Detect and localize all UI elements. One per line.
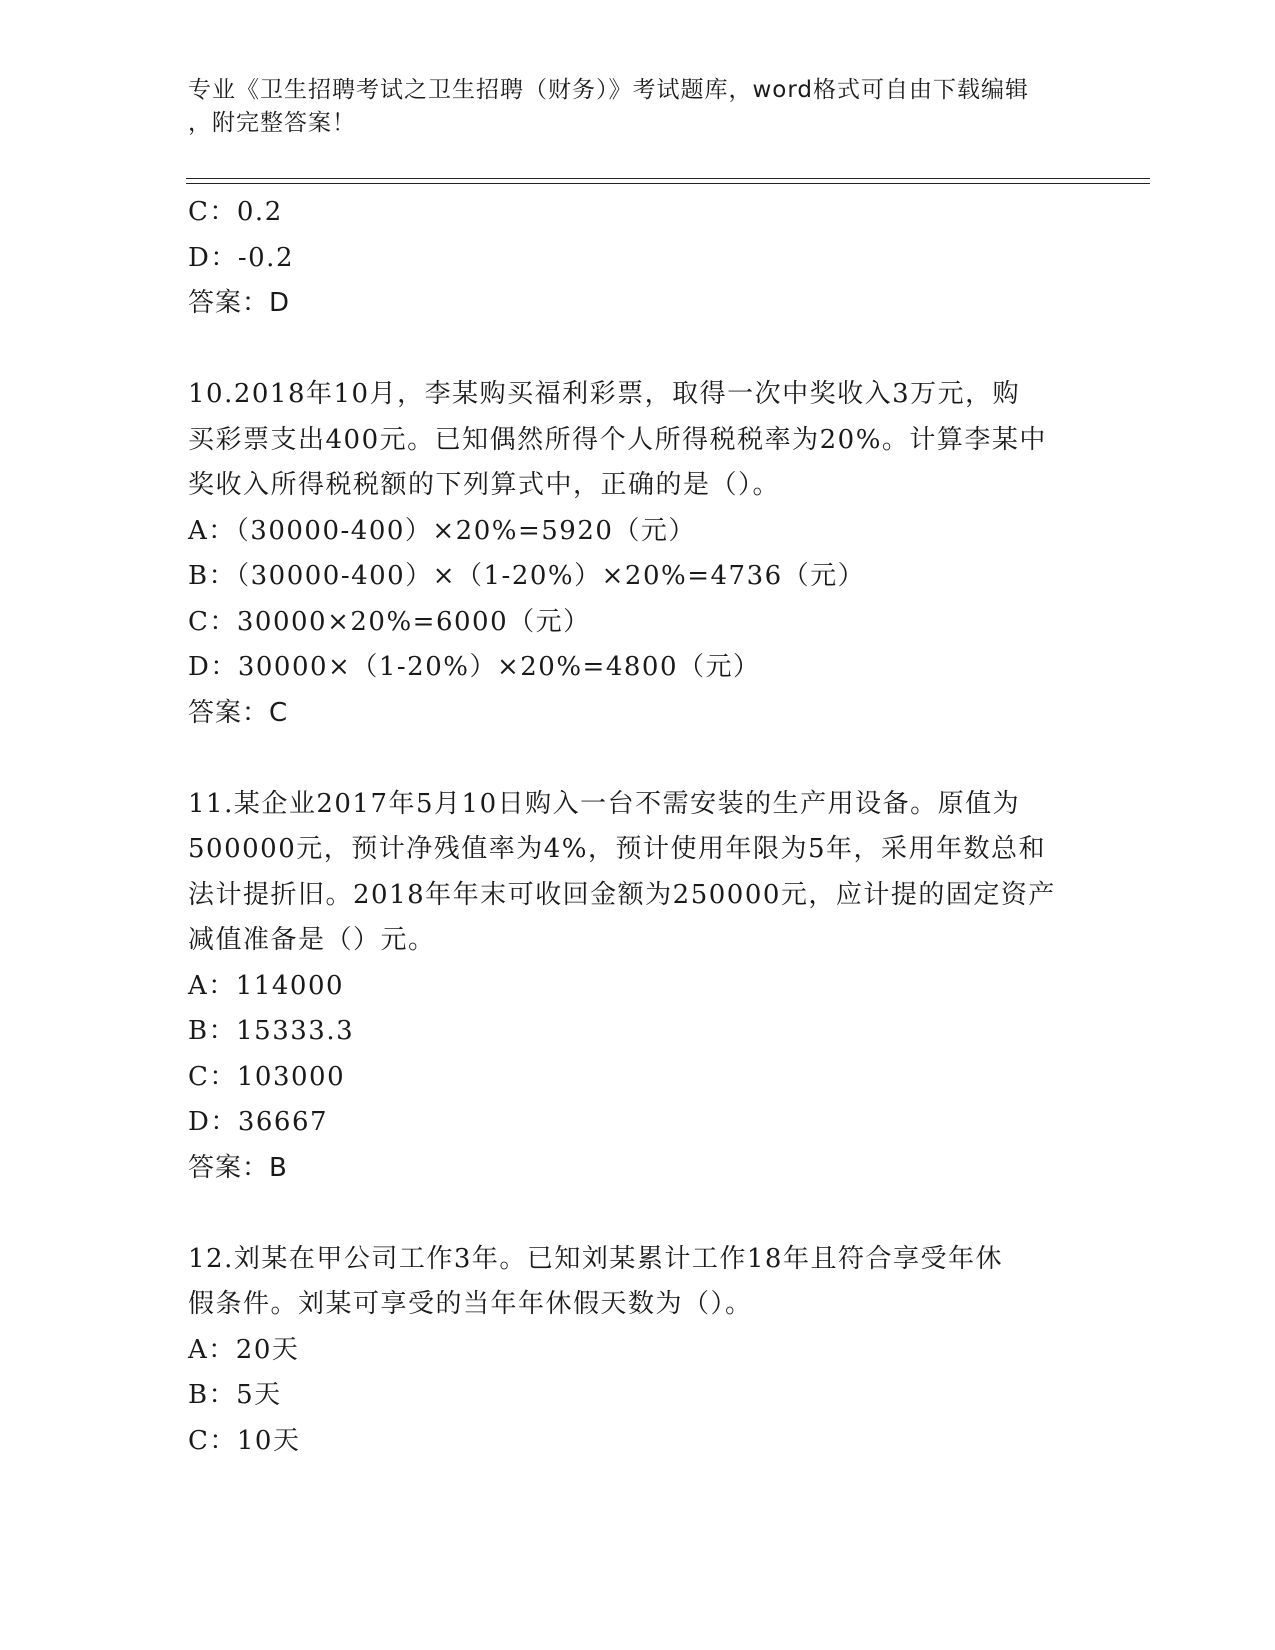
document-body [188, 190, 1088, 1464]
spacer [188, 1191, 1088, 1237]
header-line-1: 专业《卫生招聘考试之卫生招聘（财务）》考试题库，word格式可自由下载编辑 [188, 77, 1030, 103]
option-b: B：（30000-400）×（1-20%）×20%=4736（元） [188, 561, 866, 591]
question-10 [188, 372, 1088, 736]
option-d: D：30000×（1-20%）×20%=4800（元） [188, 652, 761, 682]
question-stem-line: 10.2018年10月，李某购买福利彩票，取得一次中奖收入3万元，购 [188, 379, 1021, 409]
option-d: D：-0.2 [188, 242, 294, 273]
option-c: C：103000 [188, 1061, 346, 1092]
option-c: C：30000×20%=6000（元） [188, 606, 591, 637]
question-stem-line: 假条件。刘某可享受的当年年休假天数为（）。 [188, 1289, 753, 1319]
answer-line: 答案：D [188, 288, 291, 318]
header-rule-top [186, 178, 1150, 179]
question-stem-line: 减值准备是（）元。 [188, 925, 436, 955]
question-stem-line: 奖收入所得税税额的下列算式中，正确的是（）。 [188, 470, 781, 500]
question-stem-line: 11.某企业2017年5月10日购入一台不需安装的生产用设备。原值为 [188, 788, 1021, 819]
header-line-2: ，附完整答案！ [188, 110, 356, 136]
option-a: A：（30000-400）×20%=5920（元） [188, 515, 696, 546]
question-12 [188, 1237, 1088, 1465]
option-a: A：20天 [188, 1334, 300, 1365]
spacer [188, 327, 1088, 373]
answer-line: 答案：B [188, 1152, 288, 1183]
option-b: B：15333.3 [188, 1016, 355, 1046]
option-d: D：36667 [188, 1107, 329, 1137]
question-stem-line: 12.刘某在甲公司工作3年。已知刘某累计工作18年且符合享受年休 [188, 1243, 1003, 1274]
option-a: A：114000 [188, 970, 345, 1001]
option-c: C：0.2 [188, 197, 283, 227]
question-11 [188, 782, 1088, 1192]
question-9-tail [188, 190, 1088, 327]
header-rule-bottom [186, 183, 1150, 184]
question-stem-line: 法计提折旧。2018年年末可收回金额为250000元，应计提的固定资产 [188, 879, 1056, 910]
question-stem-line: 500000元，预计净残值率为4%，预计使用年限为5年，采用年数总和 [188, 834, 1047, 864]
option-b: B：5天 [188, 1380, 282, 1410]
answer-line: 答案：C [188, 697, 289, 728]
question-stem-line: 买彩票支出400元。已知偶然所得个人所得税税率为20%。计算李某中 [188, 424, 1047, 455]
option-c: C：10天 [188, 1425, 301, 1456]
document-header [188, 74, 1088, 140]
spacer [188, 736, 1088, 782]
